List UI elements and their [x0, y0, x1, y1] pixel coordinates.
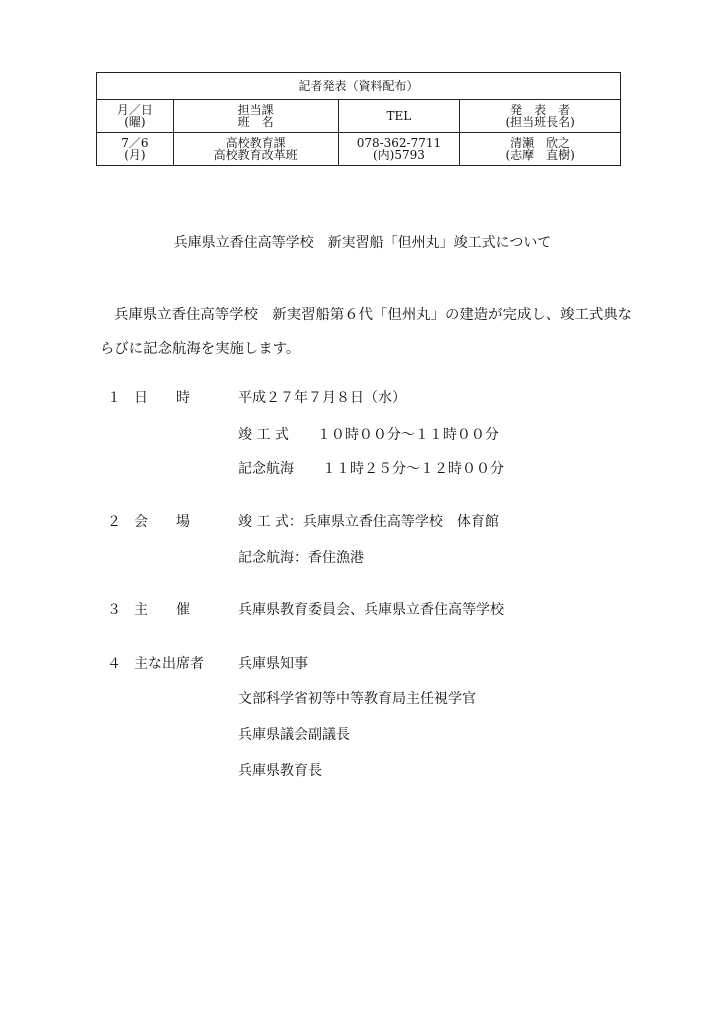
- item-number-1: １: [107, 390, 121, 406]
- table-header-row: [97, 100, 621, 133]
- lead-paragraph: 兵庫県立香住高等学校 新実習船第６代「但州丸」の建造が完成し、竣工式典ならびに記念航海を実施します。: [100, 307, 633, 357]
- item-label-organizer: 主 催: [134, 602, 190, 618]
- item-line: 兵庫県知事: [238, 656, 308, 672]
- header-tel: TEL: [338, 100, 460, 133]
- item-line: 兵庫県教育委員会、兵庫県立香住高等学校: [238, 602, 504, 618]
- item-number-4: ４: [107, 656, 121, 672]
- cell-date: 7／6 (月): [97, 133, 174, 166]
- table-row: [97, 133, 621, 166]
- header-date: 月／日 (曜): [97, 100, 174, 133]
- item-number-2: ２: [107, 514, 121, 530]
- header-section: 担当課 班 名: [173, 100, 338, 133]
- item-line: 竣 工 式 １０時００分～１１時００分: [238, 427, 499, 443]
- item-label-datetime: 日 時: [134, 390, 190, 406]
- item-number-3: ３: [107, 602, 121, 618]
- cell-announcer: 清瀬 欣之 (志摩 直樹): [460, 133, 621, 166]
- item-line: 竣 工 式：兵庫県立香住高等学校 体育館: [238, 514, 499, 530]
- cell-tel: 078-362-7711 (内)5793: [338, 133, 460, 166]
- document-title: 兵庫県立香住高等学校 新実習船「但州丸」竣工式について: [173, 235, 552, 251]
- item-line: 文部科学省初等中等教育局主任視学官: [238, 691, 476, 707]
- item-line: 記念航海：香住漁港: [238, 550, 364, 566]
- item-line: 記念航海 １１時２５分～１２時００分: [238, 461, 504, 477]
- item-line: 兵庫県教育長: [238, 763, 322, 779]
- cell-section: 高校教育課 高校教育改革班: [173, 133, 338, 166]
- press-release-table: [96, 72, 621, 166]
- header-announcer: 発 表 者 (担当班長名): [460, 100, 621, 133]
- table-caption: 記者発表（資料配布）: [97, 73, 621, 100]
- item-line: 平成２７年７月８日（水）: [238, 390, 406, 406]
- item-line: 兵庫県議会副議長: [238, 727, 350, 743]
- item-label-venue: 会 場: [134, 514, 190, 530]
- item-label-attendees: 主な出席者: [134, 656, 204, 672]
